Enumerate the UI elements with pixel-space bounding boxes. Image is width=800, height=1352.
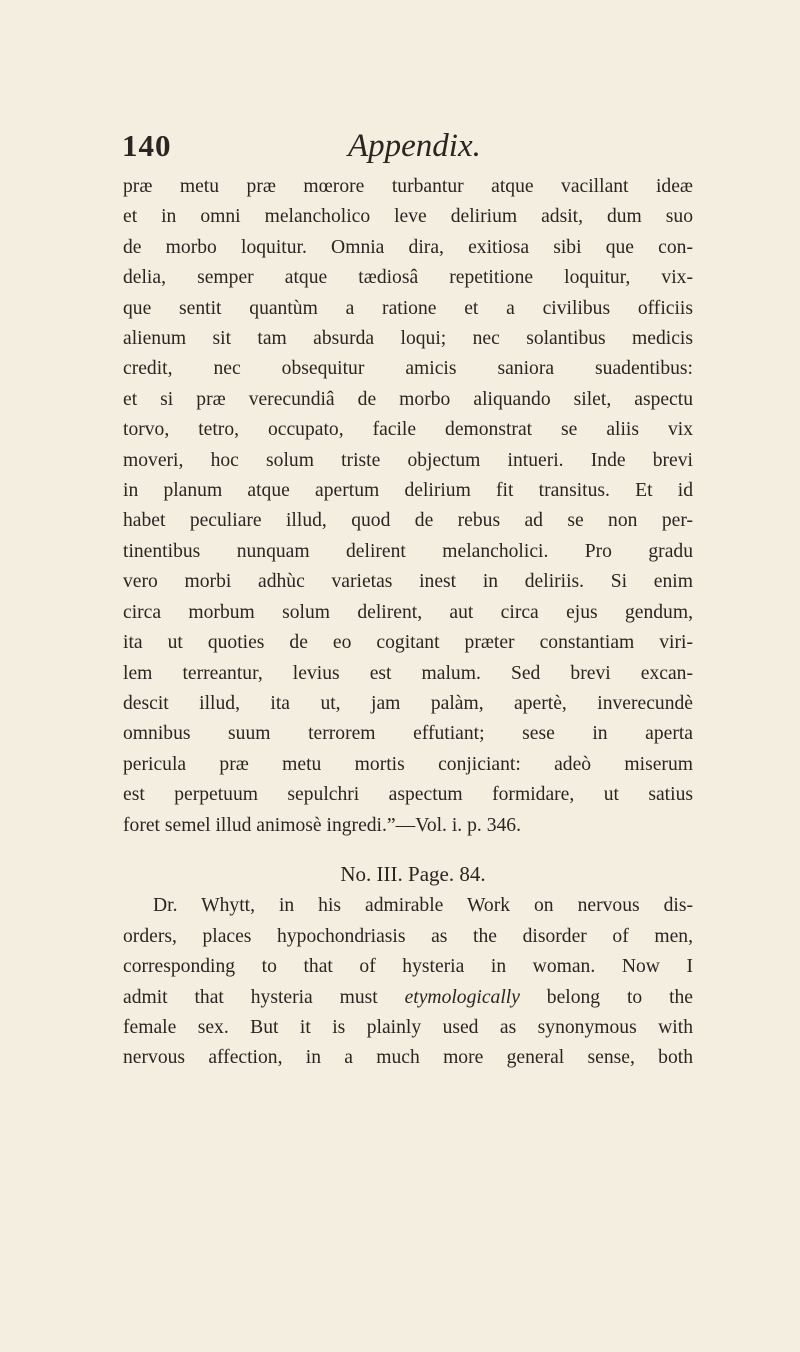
text-line: vero morbi adhùc varietas inest in deliriis. Si enim <box>123 571 693 593</box>
text-line: pericula præ metu mortis conjiciant: adeò miserum <box>123 753 693 775</box>
text-line: nervous affection, in a much more general sense, both <box>123 1047 693 1069</box>
text-line: corresponding to that of hysteria in woman. Now I <box>123 956 693 978</box>
text-fragment: belong to the <box>519 986 694 1008</box>
latin-quotation-paragraph <box>123 172 693 841</box>
page-number: 140 <box>122 128 172 163</box>
text-line: torvo, tetro, occupato, facile demonstrat se aliis vix <box>123 419 693 441</box>
text-line: foret semel illud animosè ingredi.”—Vol. i. p. 346. <box>123 814 521 836</box>
text-line: et in omni melancholico leve delirium adsit, dum suo <box>123 206 693 228</box>
page-body <box>123 172 693 1074</box>
text-line: que sentit quantùm a ratione et a civilibus officiis <box>123 297 693 319</box>
text-line: credit, nec obsequitur amicis saniora suadentibus: <box>123 358 693 380</box>
text-line: tinentibus nunquam delirent melancholici. Pro gradu <box>123 540 693 562</box>
text-line: moveri, hoc solum triste objectum intueri. Inde brevi <box>123 449 693 471</box>
text-line: habet peculiare illud, quod de rebus ad se non per- <box>123 510 693 532</box>
text-line: lem terreantur, levius est malum. Sed brevi excan- <box>123 662 693 684</box>
text-line: omnibus suum terrorem effutiant; sese in aperta <box>123 723 693 745</box>
section-heading: No. III. Page. 84. <box>340 861 486 886</box>
text-line: ita ut quoties de eo cogitant præter constantiam viri- <box>123 632 693 654</box>
text-line: descit illud, ita ut, jam palàm, apertè, inverecundè <box>123 692 693 714</box>
text-line: female sex. But it is plainly used as synonymous with <box>123 1016 693 1038</box>
text-line: Dr. Whytt, in his admirable Work on nervous dis- <box>153 895 693 917</box>
page-header <box>122 128 682 168</box>
text-line: et si præ verecundiâ de morbo aliquando silet, aspectu <box>123 388 693 410</box>
text-line: in planum atque apertum delirium fit transitus. Et id <box>123 480 693 502</box>
text-line: circa morbum solum delirent, aut circa ejus gendum, <box>123 601 693 623</box>
text-line: præ metu præ mœrore turbantur atque vacillant ideæ <box>123 176 693 197</box>
commentary-paragraph <box>123 891 693 1073</box>
text-line: de morbo loquitur. Omnia dira, exitiosa sibi que con- <box>123 236 693 258</box>
emphasized-word: etymologically <box>404 986 520 1008</box>
text-line: alienum sit tam absurda loqui; nec solantibus medicis <box>123 328 693 350</box>
text-line-with-emphasis <box>123 983 693 1013</box>
running-head: Appendix. <box>348 128 481 164</box>
text-line: est perpetuum sepulchri aspectum formidare, ut satius <box>123 784 693 806</box>
text-line: orders, places hypochondriasis as the disorder of men, <box>123 925 693 947</box>
text-fragment: admit that hysteria must <box>123 986 405 1008</box>
text-line: delia, semper atque tædiosâ repetitione loquitur, vix- <box>123 267 693 289</box>
